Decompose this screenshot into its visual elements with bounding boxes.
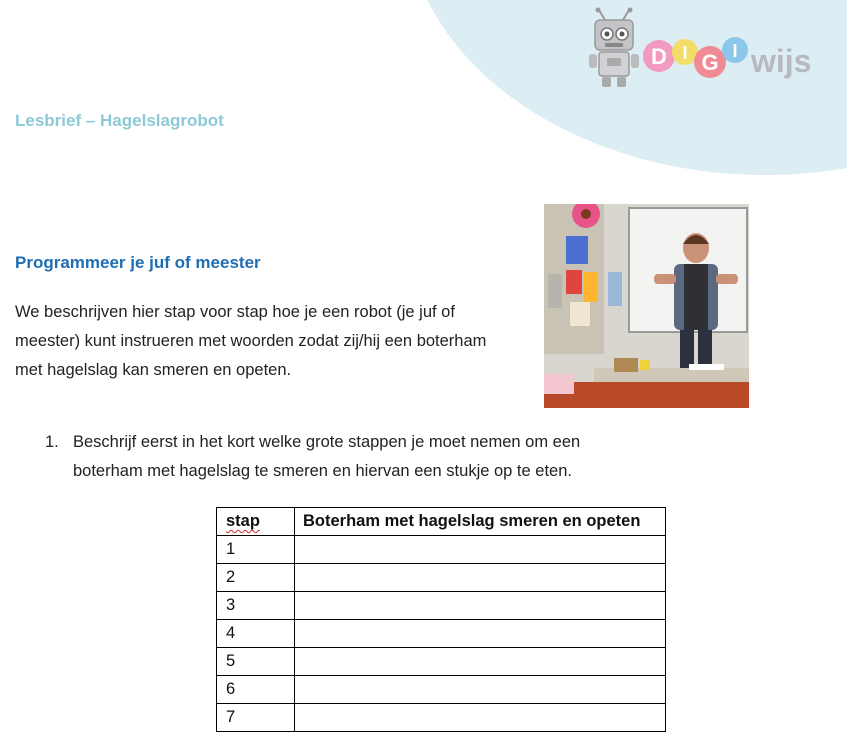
table-cell-description[interactable] bbox=[295, 536, 666, 564]
list-item-number: 1. bbox=[45, 433, 59, 451]
table-row bbox=[217, 536, 666, 564]
table-header-description: Boterham met hagelslag smeren en opeten bbox=[295, 508, 666, 536]
table-cell-step: 2 bbox=[217, 564, 295, 592]
steps-table bbox=[216, 507, 666, 732]
table-cell-description[interactable] bbox=[295, 676, 666, 704]
intro-paragraph: We beschrijven hier stap voor stap hoe je een robot (je juf of meester) kunt instrueren met woorden zodat zij/hij een boterham met hagelslag kan smeren en opeten. bbox=[15, 303, 487, 379]
table-row bbox=[217, 564, 666, 592]
table-cell-description[interactable] bbox=[295, 704, 666, 732]
logo-wordmark-wijs: wijs bbox=[751, 43, 812, 79]
table-cell-step: 1 bbox=[217, 536, 295, 564]
logo-letter-i1: I bbox=[682, 43, 688, 63]
digiwijs-logo bbox=[585, 6, 825, 101]
table-cell-step: 4 bbox=[217, 620, 295, 648]
table-row bbox=[217, 592, 666, 620]
table-cell-description[interactable] bbox=[295, 620, 666, 648]
list-item-text: Beschrijf eerst in het kort welke grote stappen je moet nemen om een boterham met hagelslag te smeren en hiervan een stukje op te eten. bbox=[73, 433, 581, 480]
teacher-photo bbox=[544, 204, 749, 408]
table-cell-step: 6 bbox=[217, 676, 295, 704]
table-cell-step: 7 bbox=[217, 704, 295, 732]
table-row bbox=[217, 704, 666, 732]
section-heading: Programmeer je juf of meester bbox=[15, 253, 261, 272]
table-cell-description[interactable] bbox=[295, 592, 666, 620]
table-header-stap bbox=[217, 508, 295, 536]
table-row bbox=[217, 648, 666, 676]
table-cell-description[interactable] bbox=[295, 564, 666, 592]
table-row bbox=[217, 620, 666, 648]
table-cell-step: 5 bbox=[217, 648, 295, 676]
logo-letter-d: D bbox=[651, 44, 667, 69]
table-header-stap-label: stap bbox=[226, 512, 260, 530]
logo-letter-i2: I bbox=[732, 41, 738, 61]
document-title: Lesbrief – Hagelslagrobot bbox=[15, 111, 224, 130]
table-row bbox=[217, 676, 666, 704]
logo-letter-g: G bbox=[701, 50, 719, 75]
table-cell-step: 3 bbox=[217, 592, 295, 620]
robot-icon bbox=[589, 8, 639, 88]
table-header-row bbox=[217, 508, 666, 536]
table-cell-description[interactable] bbox=[295, 648, 666, 676]
